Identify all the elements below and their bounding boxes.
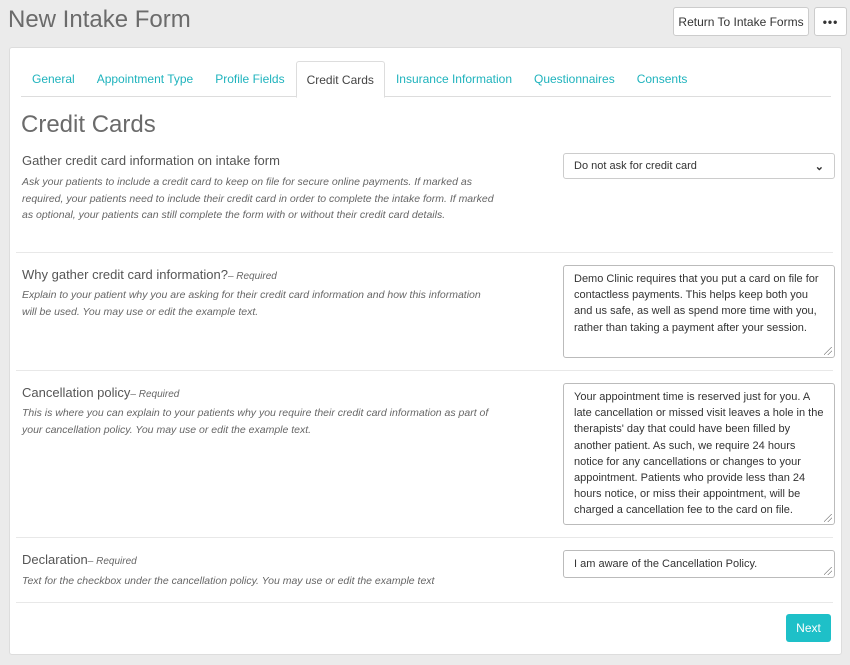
declaration-textarea[interactable] — [563, 550, 835, 578]
resize-handle-icon[interactable] — [824, 347, 832, 355]
select-value: Do not ask for credit card — [574, 160, 697, 172]
form-card — [9, 47, 842, 655]
tab-bar — [21, 61, 831, 97]
tab-appointment-type[interactable]: Appointment Type — [96, 72, 194, 86]
tab-insurance-information[interactable]: Insurance Information — [395, 72, 512, 86]
cancellation-textarea[interactable] — [563, 383, 835, 525]
section-title: Credit Cards — [21, 111, 156, 138]
return-to-intake-forms-button[interactable]: Return To Intake Forms — [673, 7, 809, 36]
gather-label: Gather credit card information on intake form — [22, 153, 280, 168]
cancellation-label — [22, 385, 179, 400]
page-title: New Intake Form — [8, 6, 191, 33]
cancellation-text: Your appointment time is reserved just for you. A late cancellation or missed visit leaves a hole in the therapists' day that could have been filled by another patient. As such, we require 24 hours notice for any cancellations or changes to your appointment. Patients who provide less than 24 hours notice, or miss their appointment, will be charged a cancellation fee to the card on file. — [574, 391, 824, 517]
required-marker: – Required — [130, 389, 180, 400]
credit-card-requirement-select[interactable] — [563, 153, 835, 179]
cancellation-label-text: Cancellation policy — [22, 385, 131, 400]
tab-general[interactable]: General — [32, 72, 75, 86]
gather-help: Ask your patients to include a credit card to keep on file for secure online payments. If marked as required, your patients need to include their credit card in order to complete the intake form. If marked as optional, your patients can still complete the form with or without their credit card details. — [22, 176, 494, 221]
why-text: Demo Clinic requires that you put a card on file for contactless payments. This helps keep both you and us safe, as well as spend more time with you, rather than taking a payment after your session. — [574, 273, 819, 334]
why-row — [16, 253, 833, 371]
resize-handle-icon[interactable] — [824, 567, 832, 575]
tab-profile-fields[interactable]: Profile Fields — [215, 72, 285, 86]
next-button[interactable]: Next — [786, 614, 831, 642]
why-label — [22, 267, 277, 282]
tab-questionnaires[interactable]: Questionnaires — [534, 72, 615, 86]
required-marker: – Required — [227, 271, 277, 282]
why-help: Explain to your patient why you are asking for their credit card information and how this information will be used. You may use or edit the example text. — [22, 289, 481, 318]
cancellation-row — [16, 371, 833, 538]
cancellation-help: This is where you can explain to your patients why you require their credit card information as part of your cancellation policy. You may use or edit the example text. — [22, 407, 489, 436]
why-label-text: Why gather credit card information? — [22, 267, 228, 282]
chevron-down-icon: ⌄ — [814, 160, 824, 173]
declaration-text: I am aware of the Cancellation Policy. — [574, 558, 758, 570]
declaration-row — [16, 538, 833, 603]
required-marker: – Required — [87, 556, 137, 567]
declaration-label — [22, 552, 137, 567]
declaration-help: Text for the checkbox under the cancellation policy. You may use or edit the example text — [22, 575, 435, 587]
tab-consents[interactable]: Consents — [636, 72, 688, 86]
more-options-button[interactable]: ••• — [814, 7, 847, 36]
gather-row — [16, 148, 833, 253]
tab-credit-cards[interactable]: Credit Cards — [296, 61, 385, 98]
why-textarea[interactable] — [563, 265, 835, 358]
resize-handle-icon[interactable] — [824, 514, 832, 522]
declaration-label-text: Declaration — [22, 552, 88, 567]
